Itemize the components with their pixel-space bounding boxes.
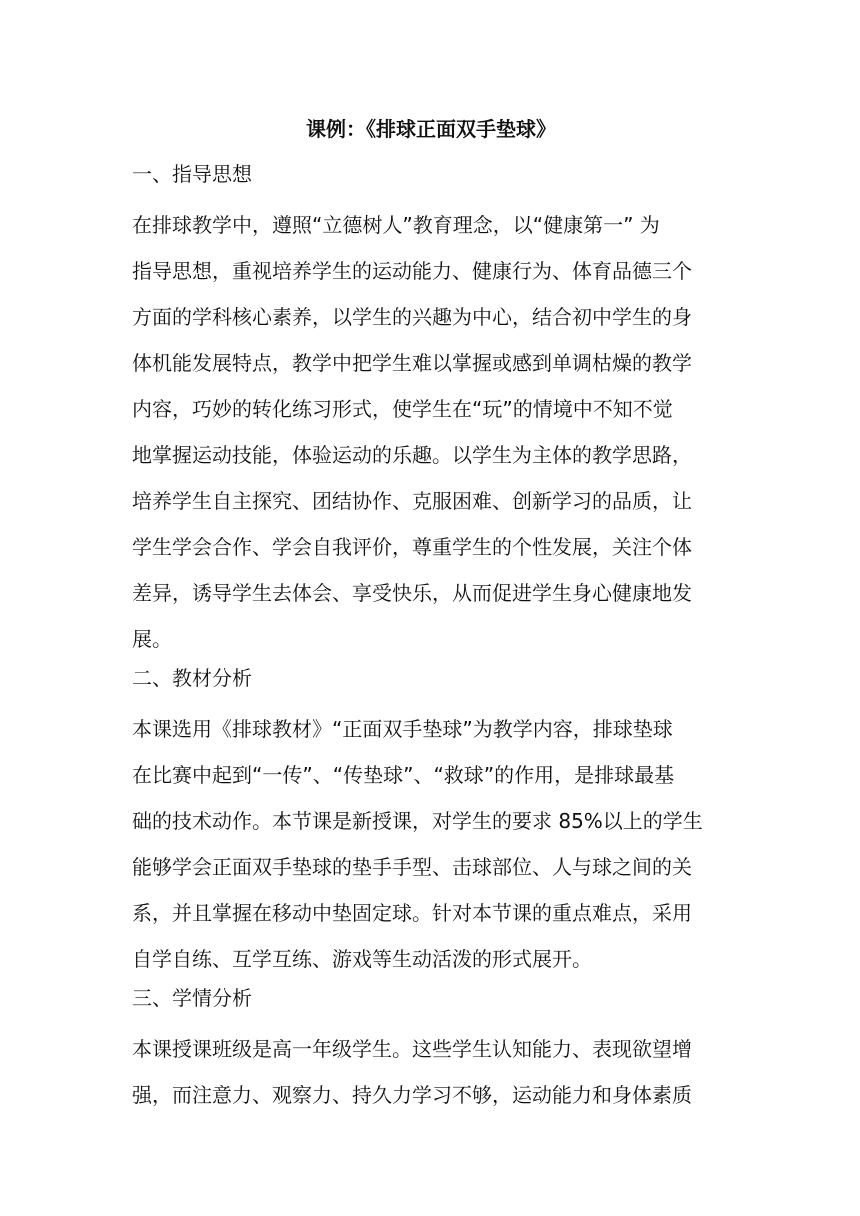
paragraph-line: 培养学生自主探究、团结协作、克服困难、创新学习的品质，让 [132, 489, 692, 513]
section-paragraph-student-analysis [132, 1026, 730, 1118]
paragraph-line: 能够学会正面双手垫球的垫手手型、击球部位、人与球之间的关 [132, 855, 692, 879]
paragraph-line: 础的技术动作。本节课是新授课，对学生的要求 85%以上的学生 [132, 809, 703, 833]
paragraph-line: 方面的学科核心素养，以学生的兴趣为中心，结合初中学生的身 [132, 305, 692, 329]
section-heading-student-analysis: 三、学情分析 [132, 986, 252, 1010]
paragraph-line: 展。 [132, 627, 172, 651]
paragraph-line: 体机能发展特点，教学中把学生难以掌握或感到单调枯燥的教学 [132, 351, 692, 375]
paragraph-line: 内容，巧妙的转化练习形式，使学生在“玩”的情境中不知不觉 [132, 397, 673, 421]
paragraph-line: 学生学会合作、学会自我评价，尊重学生的个性发展，关注个体 [132, 535, 692, 559]
paragraph-line: 在排球教学中，遵照“立德树人”教育理念，以“健康第一” 为 [132, 213, 660, 237]
paragraph-line: 本课授课班级是高一年级学生。这些学生认知能力、表现欲望增 [132, 1037, 692, 1061]
section-heading-material-analysis: 二、教材分析 [132, 666, 252, 690]
document-title: 课例：《排球正面双手垫球》 [306, 117, 556, 141]
paragraph-line: 自学自练、互学互练、游戏等生动活泼的形式展开。 [132, 947, 592, 971]
paragraph-line: 系，并且掌握在移动中垫固定球。针对本节课的重点难点，采用 [132, 901, 692, 925]
paragraph-line: 本课选用《排球教材》“正面双手垫球”为教学内容，排球垫球 [132, 717, 673, 741]
section-paragraph-material-analysis [132, 706, 730, 982]
section-heading-guiding-ideology: 一、指导思想 [132, 162, 252, 186]
paragraph-line: 指导思想，重视培养学生的运动能力、健康行为、体育品德三个 [132, 259, 692, 283]
section-paragraph-guiding-ideology [132, 202, 730, 662]
document-body [132, 112, 730, 1118]
paragraph-line: 在比赛中起到“一传”、“传垫球”、“救球”的作用，是排球最基 [132, 763, 675, 787]
paragraph-line: 地掌握运动技能，体验运动的乐趣。以学生为主体的教学思路， [132, 443, 692, 467]
paragraph-line: 强，而注意力、观察力、持久力学习不够，运动能力和身体素质 [132, 1083, 692, 1107]
paragraph-line: 差异，诱导学生去体会、享受快乐，从而促进学生身心健康地发 [132, 581, 692, 605]
